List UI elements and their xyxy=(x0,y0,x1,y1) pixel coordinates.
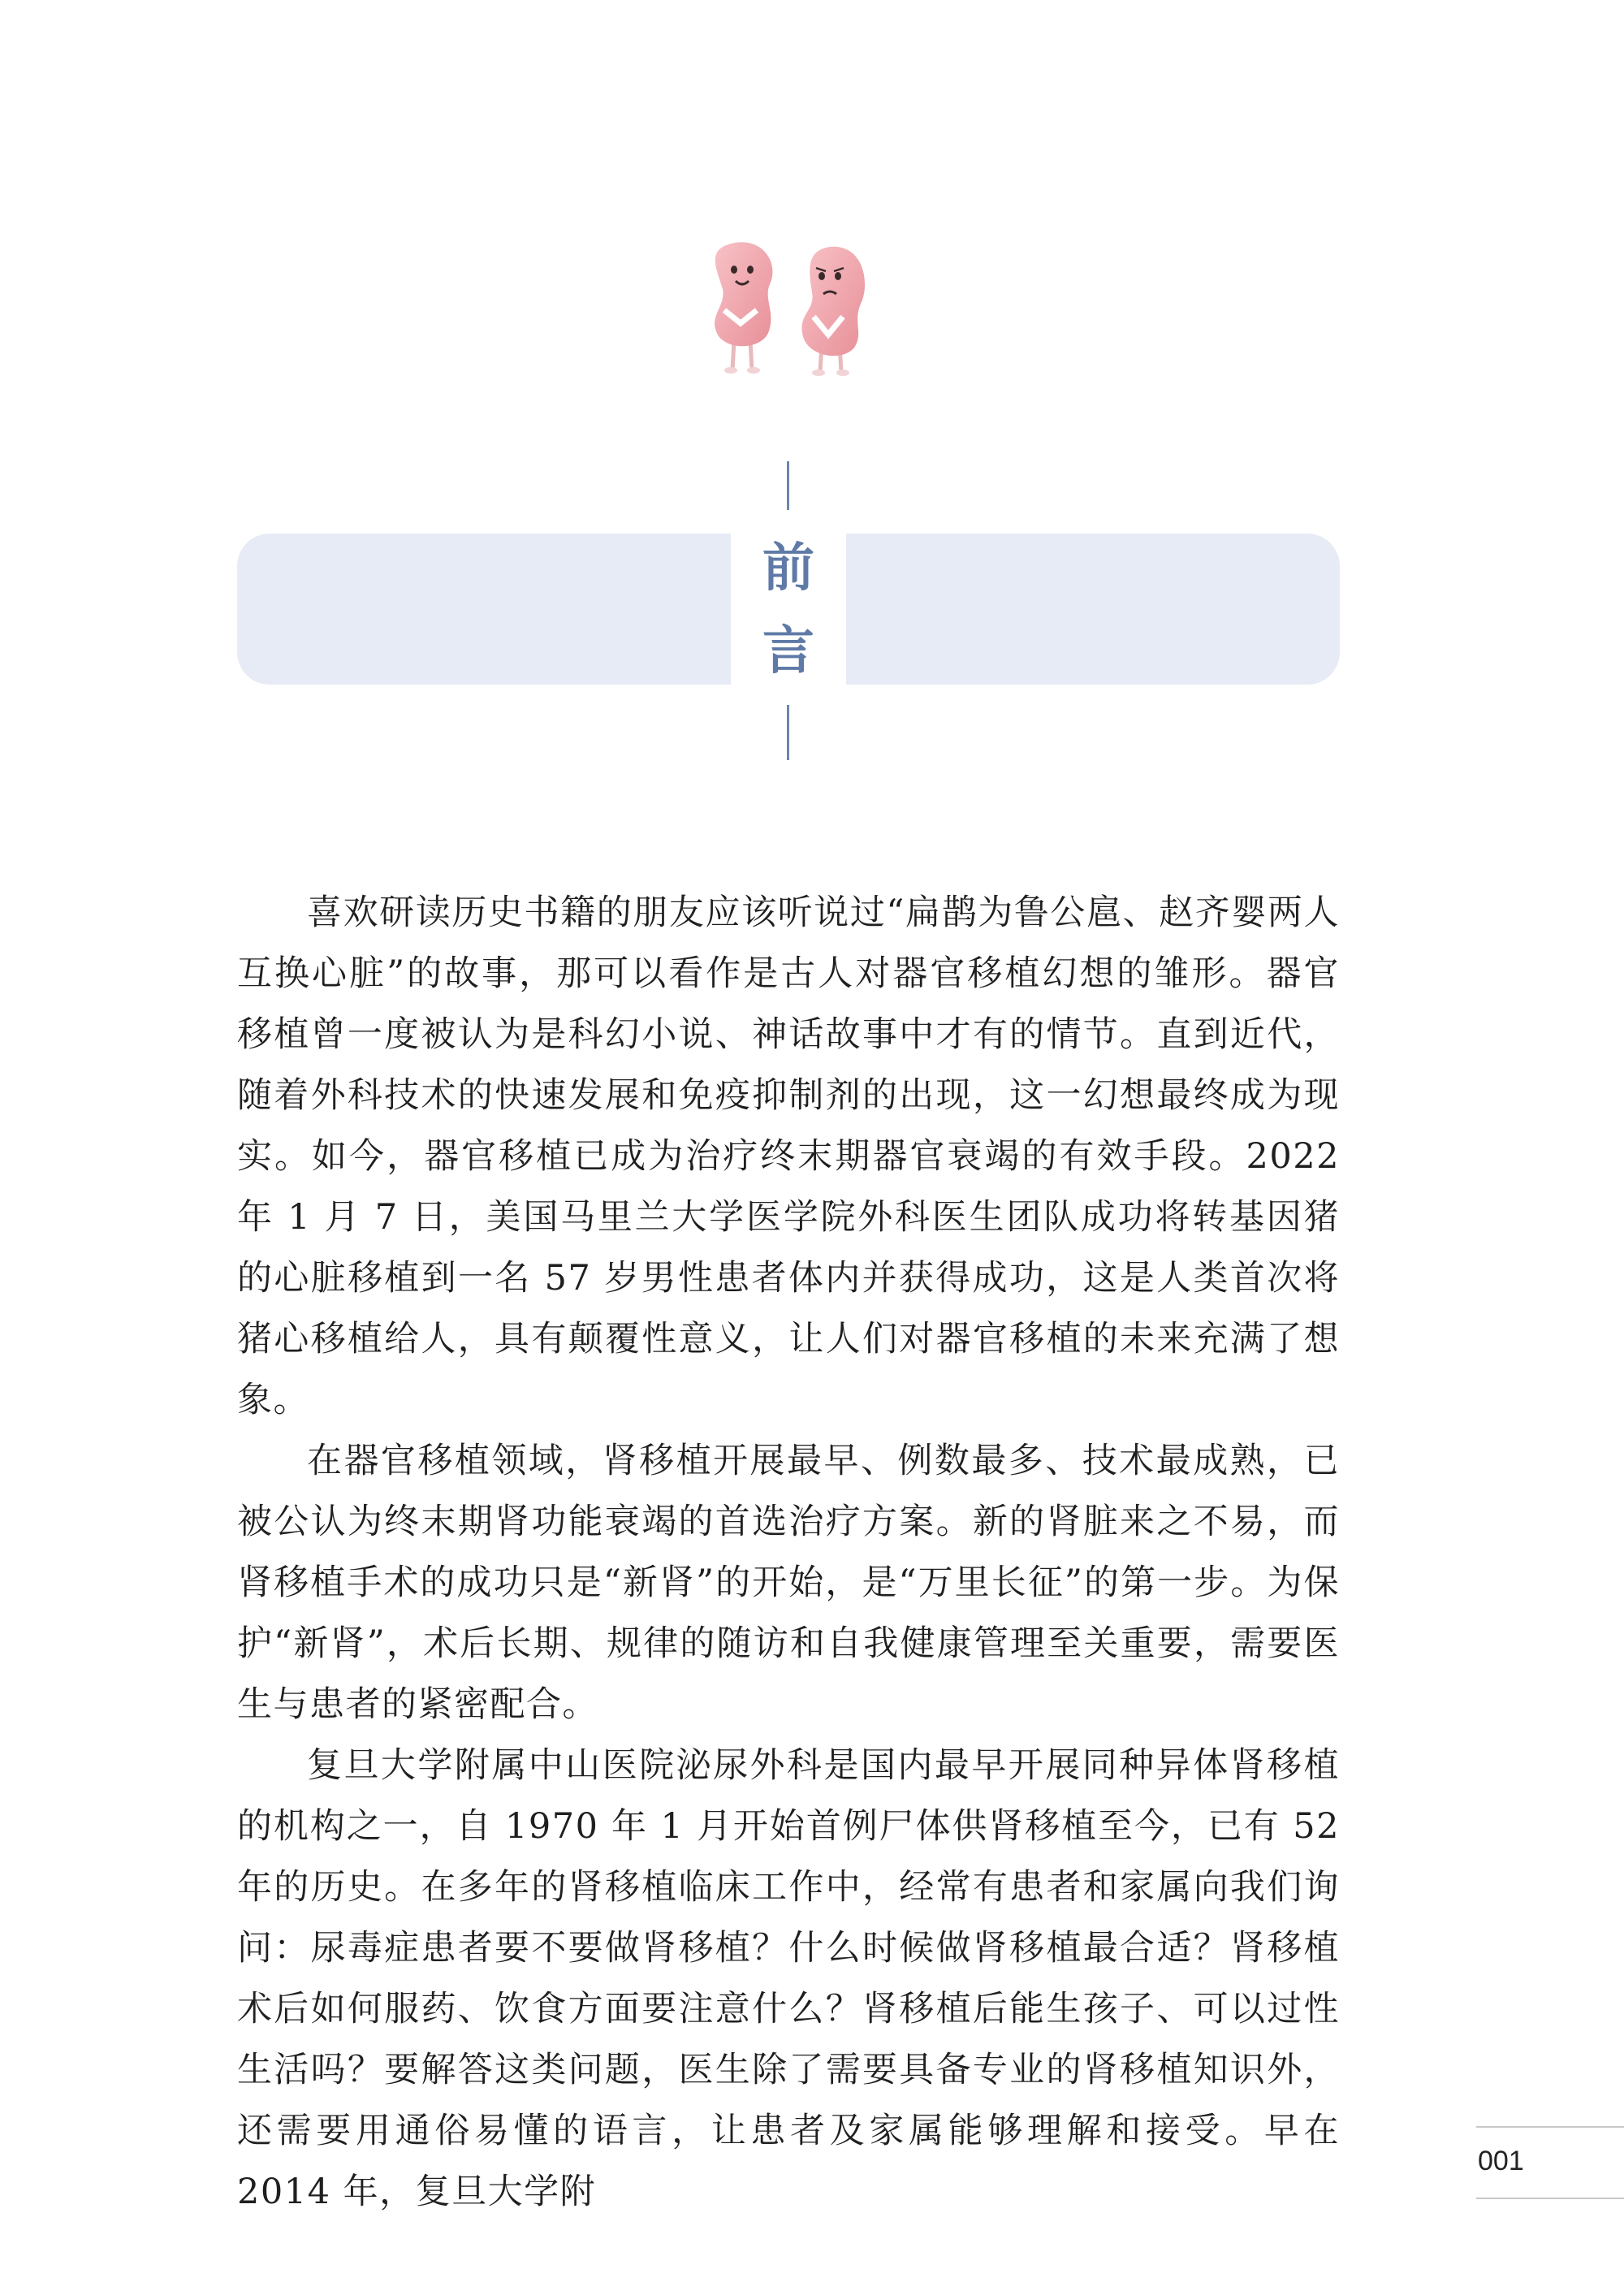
page-number-rule-top xyxy=(1476,2126,1624,2128)
page-title-char-2: 言 xyxy=(762,620,814,681)
page-number: 001 xyxy=(1478,2146,1524,2176)
smiling-kidney-icon xyxy=(715,242,772,374)
paragraph: 喜欢研读历史书籍的朋友应该听说过“扁鹊为鲁公扈、赵齐婴两人互换心脏”的故事，那可以看作是古人对器官移植幻想的雏形。器官移植曾一度被认为是科幻小说、神话故事中才有的情节。直到近代，随着外科技术的快速发展和免疫抑制剂的出现，这一幻想最终成为现实。如今，器官移植已成为治疗终末期器官衰竭的有效手段。2022 年 1 月 7 日，美国马里兰大学医学院外科医生团队成功将转基因猪的心脏移植到一名 57 岁男性患者体内并获得成功，这是人类首次将猪心移植给人，具有颠覆性意义，让人们对器官移植的未来充满了想象。 xyxy=(237,892,1340,1420)
title-divider-bottom xyxy=(787,705,789,760)
title-divider-top xyxy=(787,461,789,510)
paragraph: 复旦大学附属中山医院泌尿外科是国内最早开展同种异体肾移植的机构之一，自 1970 年 1 月开始首例尸体供肾移植至今，已有 52 年的历史。在多年的肾移植临床工作中，经常有患者和家属向我们询问：尿毒症患者要不要做肾移植？什么时候做肾移植最合适？肾移植术后如何服药、饮食方面要注意什么？肾移植后能生孩子、可以过性生活吗？要解答这类问题，医生除了需要具备专业的肾移植知识外，还需要用通俗易懂的语言，让患者及家属能够理解和接受。早在 2014 年，复旦大学附 xyxy=(237,1745,1340,2212)
paragraph: 在器官移植领域，肾移植开展最早、例数最多、技术最成熟，已被公认为终末期肾功能衰竭的首选治疗方案。新的肾脏来之不易，而肾移植手术的成功只是“新肾”的开始，是“万里长征”的第一步。为保护“新肾”，术后长期、规律的随访和自我健康管理至关重要，需要医生与患者的紧密配合。 xyxy=(237,1441,1340,1725)
kidney-mascots-illustration xyxy=(698,236,877,382)
worried-kidney-icon xyxy=(801,247,865,376)
page-number-rule-bottom xyxy=(1476,2198,1624,2199)
page-title-char-1: 前 xyxy=(762,538,814,599)
preface-body xyxy=(237,883,1340,2223)
